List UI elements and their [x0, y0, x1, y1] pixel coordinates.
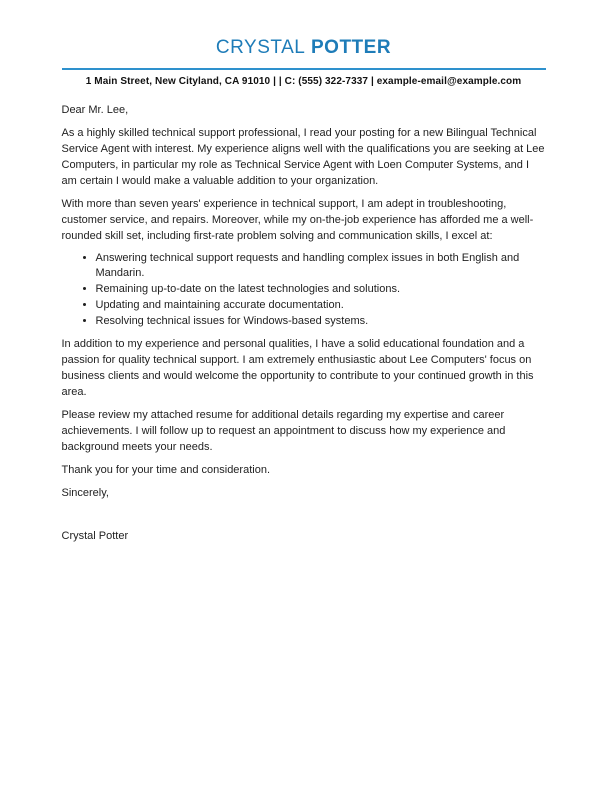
thank-you-line: Thank you for your time and consideration.: [61, 464, 271, 476]
salutation: Dear Mr. Lee,: [61, 104, 129, 116]
paragraph-experience: With more than seven years' experience in technical support, I am adept in troubleshooting, customer service, and repairs. Moreover, while my on-the-job experience has afforded me a well-rounded skill set, including first-rate problem solving and communication skills, I excel at:: [61, 198, 534, 242]
skill-item-up-to-date: • Remaining up-to-date on the latest technologies and solutions.: [96, 282, 546, 297]
closing-line: Sincerely,: [61, 487, 109, 499]
header-divider-rule: [62, 68, 546, 70]
letter-body: [62, 102, 546, 544]
candidate-name: [0, 37, 607, 59]
skills-list: [62, 251, 546, 329]
paragraph-followup: Please review my attached resume for additional details regarding my expertise and career achievements. I will follow up to request an appointment to discuss how my experience and background meets your needs.: [61, 409, 506, 453]
contact-line: 1 Main Street, New Cityland, CA 91010 | | C: (555) 322-7337 | example-email@example.com: [85, 76, 522, 87]
signature-name: Crystal Potter: [61, 530, 129, 542]
skill-item-windows-issues: • Resolving technical issues for Windows-based systems.: [96, 314, 546, 329]
paragraph-education: In addition to my experience and personal qualities, I have a solid educational foundation and a passion for quality technical support. I am extremely enthusiastic about Lee Computers' focus on business clients and would welcome the opportunity to contribute to your continued growth in this area.: [61, 338, 534, 398]
skill-item-documentation: • Updating and maintaining accurate documentation.: [96, 298, 546, 313]
candidate-first-name: CRYSTAL: [215, 37, 306, 58]
paragraph-intro: As a highly skilled technical support professional, I read your posting for a new Bilingual Technical Service Agent with interest. My experience aligns well with the qualifications you are seeking at Lee Computers, in particular my role as Technical Service Agent with Loen Computer Systems, and I am certain I would make a valuable addition to your organization.: [61, 127, 545, 187]
letter-header: [0, 37, 607, 87]
skill-item-bilingual-support: • Answering technical support requests and handling complex issues in both English and Mandarin.: [96, 251, 546, 281]
candidate-last-name: POTTER: [311, 37, 392, 58]
